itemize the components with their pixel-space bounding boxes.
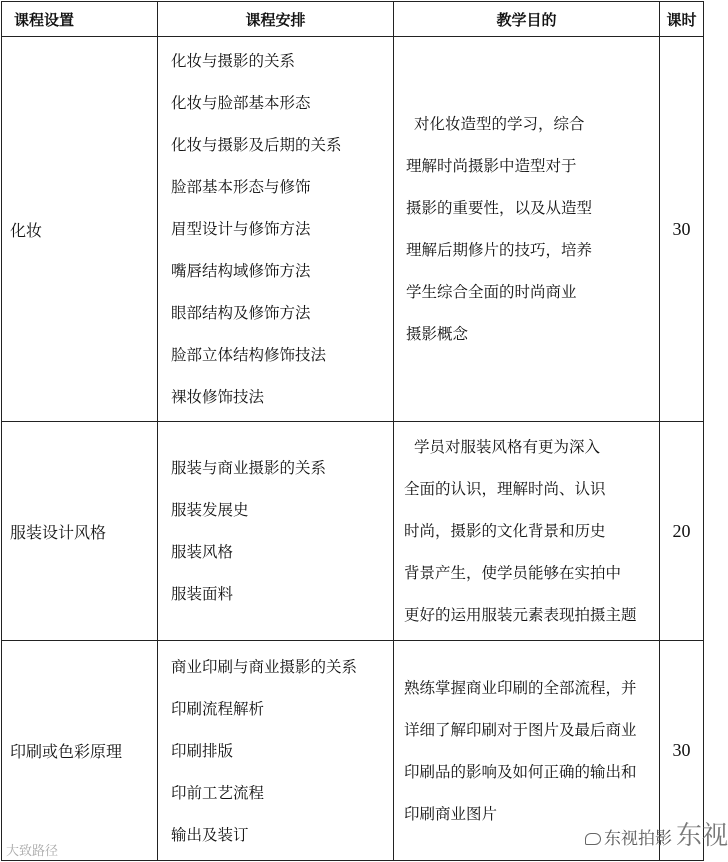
list-item: 眼部结构及修饰方法: [171, 304, 311, 322]
header-course: 课程设置: [2, 2, 158, 37]
course-table: [1, 1, 704, 861]
watermark-right-text: 东视拍影: [604, 829, 672, 849]
purpose-line: 印刷品的影响及如何正确的输出和: [404, 762, 637, 781]
list-item: 脸部立体结构修饰技法: [171, 346, 327, 364]
list-item: 服装与商业摄影的关系: [171, 459, 327, 477]
header-row: [2, 2, 704, 37]
list-item: 服装面料: [171, 585, 234, 603]
list-item: 输出及装订: [171, 825, 249, 844]
course-purpose: [394, 37, 660, 422]
purpose-line: 对化妆造型的学习，综合: [414, 115, 585, 133]
course-name: 服装设计风格: [2, 422, 158, 641]
purpose-line: 摄影的重要性，以及从造型: [406, 199, 593, 217]
list-item: 化妆与摄影及后期的关系: [171, 136, 342, 154]
list-item: 嘴唇结构域修饰方法: [171, 262, 311, 280]
header-arrangement: 课程安排: [158, 2, 394, 37]
chat-bubble-icon: [585, 833, 601, 845]
watermark-left: [6, 840, 58, 859]
purpose-line: 详细了解印刷对于图片及最后商业: [404, 720, 637, 739]
purpose-line: 学员对服装风格有更为深入: [414, 438, 601, 456]
purpose-line: 熟练掌握商业印刷的全部流程，并: [404, 678, 637, 697]
course-hours: 30: [660, 641, 704, 861]
list-item: 商业印刷与商业摄影的关系: [171, 657, 358, 676]
header-purpose: 教学目的: [394, 2, 660, 37]
purpose-line: 更好的运用服装元素表现拍摄主题: [404, 606, 637, 624]
list-item: 印刷流程解析: [171, 699, 265, 718]
list-item: 服装风格: [171, 543, 234, 561]
list-item: 印前工艺流程: [171, 783, 265, 802]
purpose-line: 理解后期修片的技巧，培养: [406, 241, 593, 259]
purpose-line: 时尚，摄影的文化背景和历史: [404, 522, 606, 540]
course-hours: 20: [660, 422, 704, 641]
course-purpose: [394, 422, 660, 641]
course-items: [158, 37, 394, 422]
purpose-line: 印刷商业图片: [404, 804, 498, 823]
purpose-line: 背景产生，使学员能够在实拍中: [404, 564, 622, 582]
table-row: [2, 422, 704, 641]
purpose-line: 摄影概念: [406, 325, 469, 343]
list-item: 印刷排版: [171, 741, 234, 760]
watermark-right: [585, 815, 728, 852]
list-item: 脸部基本形态与修饰: [171, 178, 311, 196]
course-name: 印刷或色彩原理: [2, 641, 158, 861]
header-hours: 课时: [660, 2, 704, 37]
course-items: [158, 641, 394, 861]
course-hours: 30: [660, 37, 704, 422]
course-items: [158, 422, 394, 641]
watermark-left-text: 大致路径: [6, 844, 59, 859]
list-item: 化妆与脸部基本形态: [171, 94, 311, 112]
course-name: 化妆: [2, 37, 158, 422]
list-item: 服装发展史: [171, 501, 249, 519]
purpose-line: 学生综合全面的时尚商业: [406, 283, 577, 301]
purpose-line: 理解时尚摄影中造型对于: [406, 157, 577, 175]
list-item: 化妆与摄影的关系: [171, 52, 296, 70]
list-item: 裸妆修饰技法: [171, 388, 265, 406]
watermark-right-big: 东视: [676, 821, 728, 851]
purpose-line: 全面的认识，理解时尚、认识: [404, 480, 606, 498]
table-row: [2, 37, 704, 422]
list-item: 眉型设计与修饰方法: [171, 220, 311, 238]
